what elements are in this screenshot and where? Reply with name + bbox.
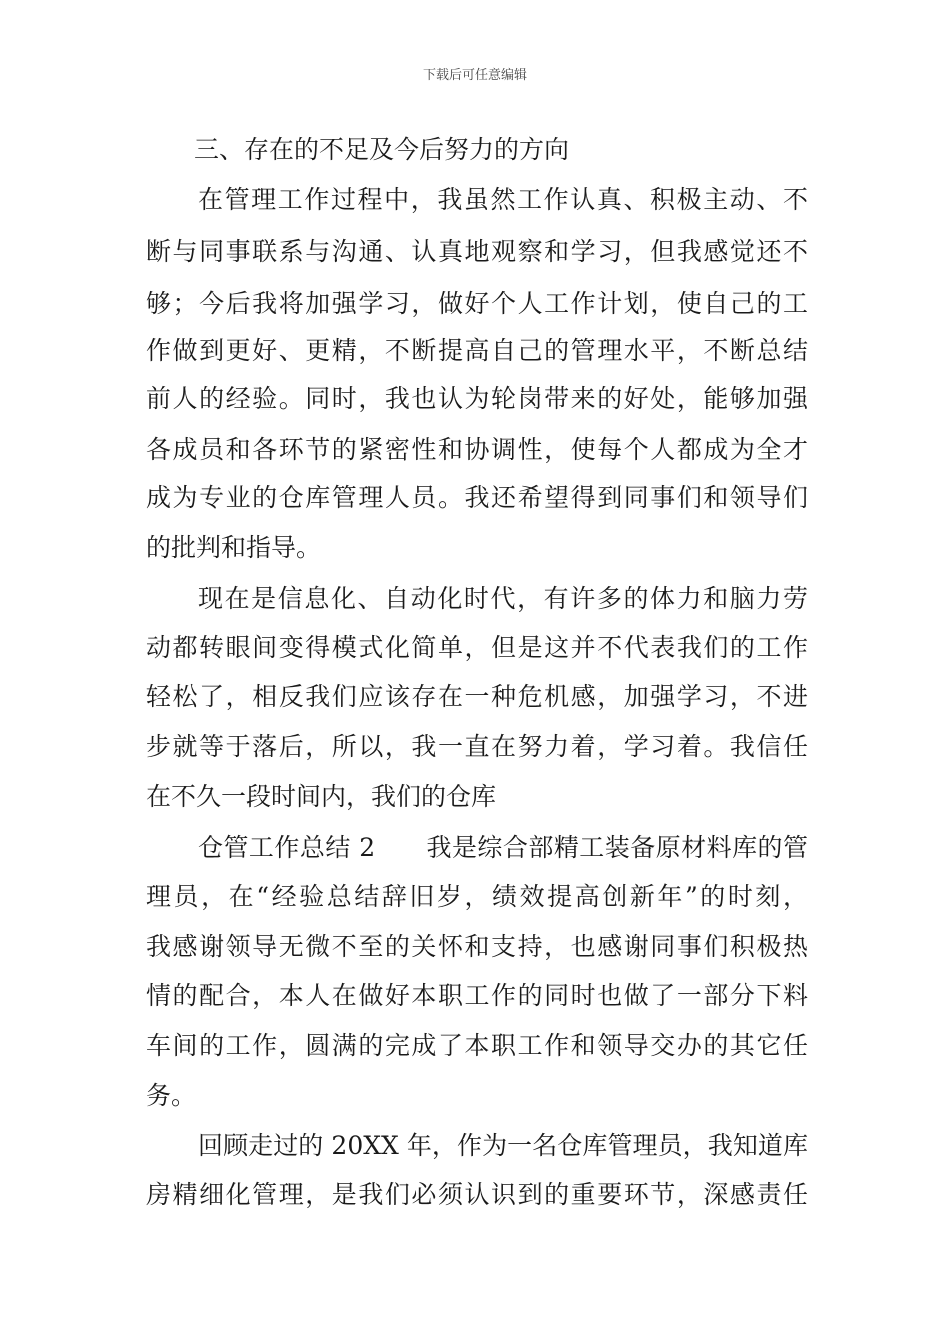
paragraph-line: 情的配合，本人在做好本职工作的同时也做了一部分下料 [146, 981, 808, 1010]
paragraph-line: 回顾走过的 20XX 年，作为一名仓库管理员，我知道库 [198, 1131, 808, 1160]
paragraph-line: 仓管工作总结 2 我是综合部精工装备原材料库的管 [198, 833, 808, 862]
paragraph-line: 车间的工作，圆满的完成了本职工作和领导交办的其它任 [146, 1031, 808, 1060]
paragraph-line: 务。 [146, 1081, 197, 1110]
paragraph-line: 够；今后我将加强学习，做好个人工作计划，使自己的工 [146, 289, 808, 318]
paragraph-line: 成为专业的仓库管理人员。我还希望得到同事们和领导们 [146, 483, 808, 512]
paragraph-line: 我感谢领导无微不至的关怀和支持，也感谢同事们积极热 [146, 932, 808, 961]
paragraph-line: 作做到更好、更精，不断提高自己的管理水平，不断总结 [146, 336, 808, 365]
section-heading: 三、存在的不足及今后努力的方向 [194, 135, 570, 164]
paragraph-line: 在管理工作过程中，我虽然工作认真、积极主动、不 [198, 185, 808, 214]
paragraph-line: 轻松了，相反我们应该存在一种危机感，加强学习，不进 [146, 682, 808, 711]
paragraph-line: 前人的经验。同时，我也认为轮岗带来的好处，能够加强 [146, 384, 808, 413]
paragraph-line: 的批判和指导。 [146, 533, 322, 562]
paragraph-line: 步就等于落后，所以，我一直在努力着，学习着。我信任 [146, 732, 808, 761]
paragraph-line: 各成员和各环节的紧密性和协调性，使每个人都成为全才 [146, 435, 808, 464]
paragraph-line: 在不久一段时间内，我们的仓库 [146, 782, 497, 811]
paragraph-line: 现在是信息化、自动化时代，有许多的体力和脑力劳 [198, 584, 808, 613]
paragraph-line: 房精细化管理，是我们必须认识到的重要环节，深感责任 [146, 1180, 808, 1209]
paragraph-line: 断与同事联系与沟通、认真地观察和学习，但我感觉还不 [146, 237, 808, 266]
paragraph-line: 动都转眼间变得模式化简单，但是这并不代表我们的工作 [146, 633, 808, 662]
paragraph-line: 理员，在“经验总结辞旧岁，绩效提高创新年”的时刻， [146, 882, 808, 911]
page-header: 下载后可任意编辑 [422, 68, 527, 83]
